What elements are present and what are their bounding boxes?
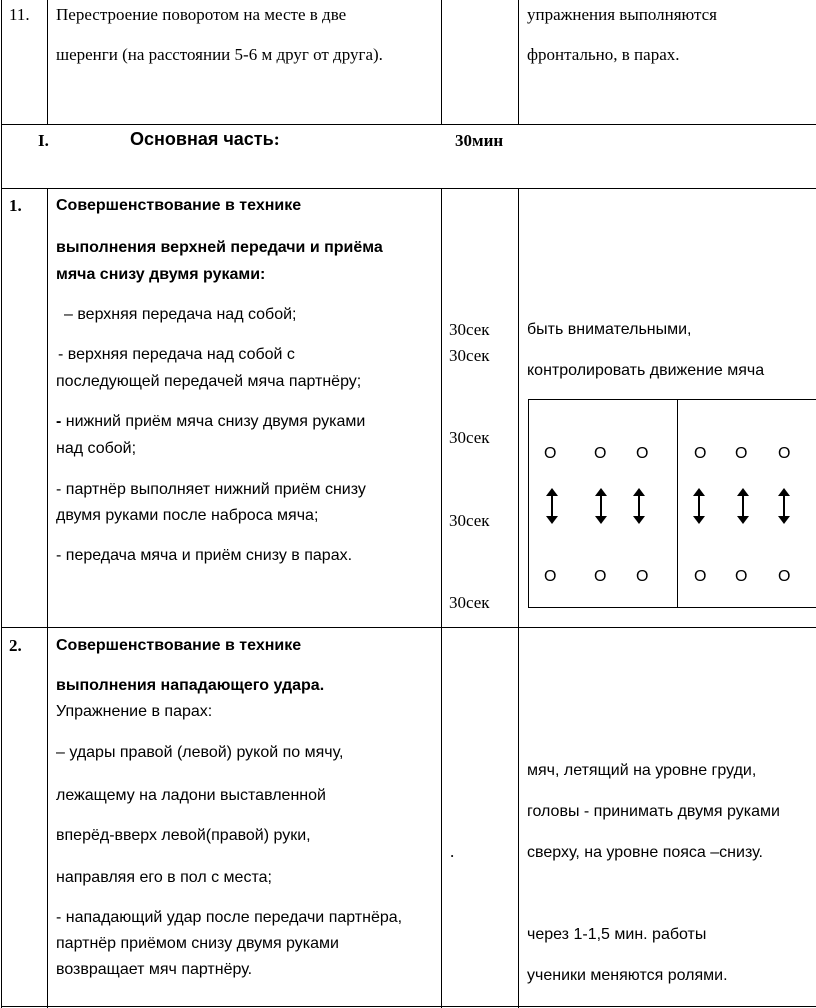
method-note: контролировать движение мяча <box>527 362 765 379</box>
method-note: фронтально, в парах. <box>527 45 680 64</box>
double-arrow-vertical-icon <box>692 488 706 524</box>
exercise-text: Перестроение поворотом на месте в две <box>56 5 347 24</box>
column-divider-time <box>441 188 442 1008</box>
player-marker: О <box>778 445 791 462</box>
exercise-title: Совершенствование в технике <box>56 637 302 654</box>
exercise-item: вперёд-вверх левой(правой) руки, <box>56 827 311 844</box>
exercise-text: шеренги (на расстоянии 5-6 м друг от друга). <box>56 45 383 64</box>
player-marker: О <box>735 568 748 585</box>
double-arrow-vertical-icon <box>632 488 646 524</box>
row-number: 2. <box>9 636 22 655</box>
row-number: 1. <box>9 196 22 215</box>
player-marker: О <box>544 568 557 585</box>
column-divider-notes <box>518 0 519 124</box>
double-arrow-vertical-icon <box>777 488 791 524</box>
player-marker: О <box>636 445 649 462</box>
duration: 30сек <box>449 320 490 339</box>
duration: 30сек <box>449 511 490 530</box>
player-marker: О <box>778 568 791 585</box>
exercise-item: возвращает мяч партнёру. <box>56 961 253 978</box>
player-marker: О <box>694 568 707 585</box>
row-number: 11. <box>9 5 30 24</box>
row-border <box>1 124 816 125</box>
duration: 30сек <box>449 593 490 612</box>
player-marker: О <box>694 445 707 462</box>
exercise-title: выполнения верхней передачи и приёма <box>56 239 383 256</box>
player-marker: О <box>594 568 607 585</box>
row-border <box>1 1006 816 1007</box>
row-border <box>1 627 816 628</box>
column-divider-time <box>441 0 442 124</box>
column-divider-num <box>47 188 48 1008</box>
double-arrow-vertical-icon <box>736 488 750 524</box>
duration: 30сек <box>449 428 490 447</box>
row-border <box>1 188 816 189</box>
duration: . <box>450 842 455 861</box>
method-note: сверху, на уровне пояса –снизу. <box>527 844 763 861</box>
exercise-item: лежащему на ладони выставленной <box>56 787 326 804</box>
method-note: мяч, летящий на уровне груди, <box>527 762 757 779</box>
exercise-item: – удары правой (левой) рукой по мячу, <box>56 744 344 761</box>
exercise-item: - нижний приём мяча снизу двумя руками <box>56 413 366 430</box>
table-border-left <box>1 0 2 1008</box>
method-note: через 1-1,5 мин. работы <box>527 926 707 943</box>
player-marker: О <box>594 445 607 462</box>
player-marker: О <box>636 568 649 585</box>
duration: 30сек <box>449 346 490 365</box>
column-divider-notes <box>518 188 519 1008</box>
section-title: Основная часть: <box>130 129 280 149</box>
player-marker: О <box>544 445 557 462</box>
exercise-title: выполнения нападающего удара. <box>56 677 325 694</box>
double-arrow-vertical-icon <box>594 488 608 524</box>
exercise-item: последующей передачей мяча партнёру; <box>56 373 362 390</box>
exercise-item: - нападающий удар после передачи партнёра, <box>56 909 403 926</box>
exercise-item: - верхняя передача над собой с <box>58 346 295 363</box>
column-divider-num <box>47 0 48 124</box>
section-number: I. <box>38 131 49 150</box>
exercise-item: Упражнение в парах: <box>56 703 213 720</box>
player-marker: О <box>735 445 748 462</box>
exercise-item: партнёр приёмом снизу двумя руками <box>56 935 339 952</box>
exercise-item: – верхняя передача над собой; <box>64 306 297 323</box>
exercise-title: мяча снизу двумя руками: <box>56 266 266 283</box>
method-note: быть внимательными, <box>527 321 692 338</box>
double-arrow-vertical-icon <box>545 488 559 524</box>
method-note: головы - принимать двумя руками <box>527 803 780 820</box>
exercise-item: двумя руками после наброса мяча; <box>56 507 319 524</box>
method-note: ученики меняются ролями. <box>527 967 728 984</box>
exercise-item: над собой; <box>56 440 137 457</box>
exercise-item: - партнёр выполняет нижний приём снизу <box>56 481 366 498</box>
exercise-item: направляя его в пол с места; <box>56 869 272 886</box>
exercise-title: Совершенствование в технике <box>56 197 302 214</box>
section-duration: 30мин <box>455 131 504 150</box>
method-note: упражнения выполняются <box>527 5 717 24</box>
exercise-item: - передача мяча и приём снизу в парах. <box>56 547 353 564</box>
